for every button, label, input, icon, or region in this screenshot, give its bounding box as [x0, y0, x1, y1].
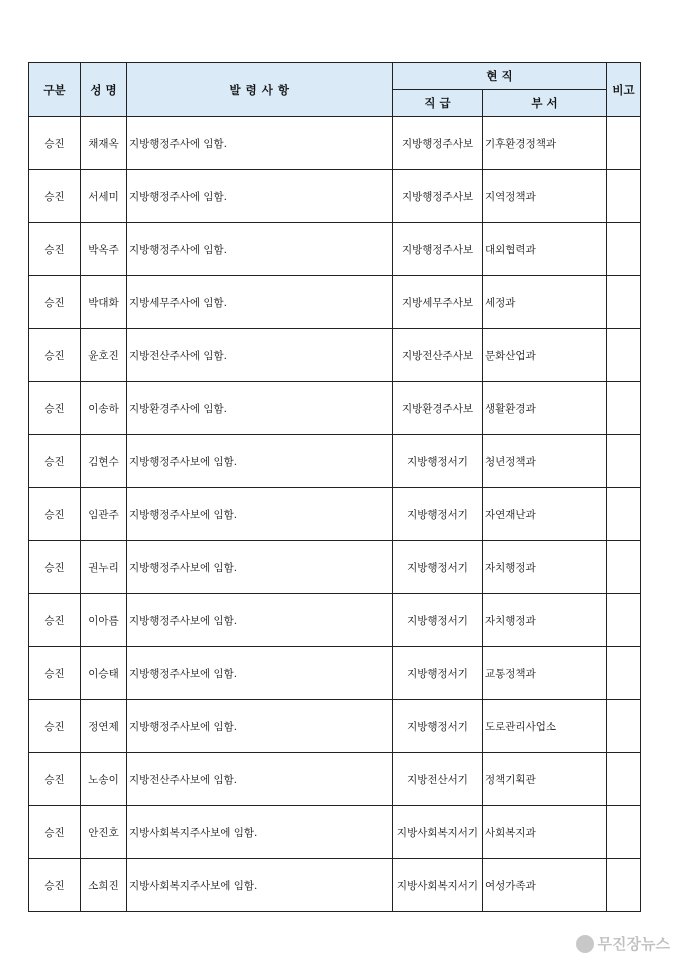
cell-order: 지방행정주사보에 임함.: [127, 488, 393, 541]
cell-category: 승진: [29, 859, 81, 912]
cell-remarks: [607, 647, 641, 700]
header-category: 구분: [29, 63, 81, 117]
cell-order: 지방행정주사보에 임함.: [127, 435, 393, 488]
cell-order: 지방전산주사에 임함.: [127, 329, 393, 382]
cell-department: 세정과: [483, 276, 607, 329]
cell-remarks: [607, 435, 641, 488]
cell-department: 자치행정과: [483, 541, 607, 594]
cell-remarks: [607, 382, 641, 435]
table-row: [29, 859, 641, 912]
cell-department: 도로관리사업소: [483, 700, 607, 753]
cell-remarks: [607, 541, 641, 594]
table-row: [29, 488, 641, 541]
cell-rank: 지방행정서기: [393, 594, 483, 647]
table-row: [29, 541, 641, 594]
header-department: 부 서: [483, 90, 607, 117]
table-row: [29, 753, 641, 806]
cell-order: 지방행정주사에 임함.: [127, 223, 393, 276]
cell-remarks: [607, 700, 641, 753]
cell-name: 윤호진: [81, 329, 127, 382]
cell-remarks: [607, 117, 641, 170]
table-row: [29, 329, 641, 382]
table-row: [29, 435, 641, 488]
cell-order: 지방행정주사보에 임함.: [127, 541, 393, 594]
cell-rank: 지방행정주사보: [393, 170, 483, 223]
cell-rank: 지방행정서기: [393, 488, 483, 541]
cell-rank: 지방세무주사보: [393, 276, 483, 329]
table-row: [29, 223, 641, 276]
cell-order: 지방환경주사에 임함.: [127, 382, 393, 435]
cell-category: 승진: [29, 806, 81, 859]
cell-remarks: [607, 859, 641, 912]
cell-department: 지역정책과: [483, 170, 607, 223]
watermark-text: 무진장뉴스: [597, 935, 670, 953]
cell-name: 박옥주: [81, 223, 127, 276]
cell-order: 지방행정주사보에 임함.: [127, 700, 393, 753]
cell-name: 정연제: [81, 700, 127, 753]
cell-rank: 지방사회복지서기: [393, 859, 483, 912]
cell-rank: 지방행정서기: [393, 541, 483, 594]
cell-remarks: [607, 806, 641, 859]
cell-category: 승진: [29, 594, 81, 647]
table-row: [29, 170, 641, 223]
cell-category: 승진: [29, 541, 81, 594]
cell-remarks: [607, 170, 641, 223]
watermark: [576, 933, 670, 954]
cell-order: 지방행정주사보에 임함.: [127, 647, 393, 700]
cell-department: 교통정책과: [483, 647, 607, 700]
cell-name: 소희진: [81, 859, 127, 912]
cell-category: 승진: [29, 647, 81, 700]
cell-order: 지방행정주사에 임함.: [127, 117, 393, 170]
cell-remarks: [607, 276, 641, 329]
cell-rank: 지방행정주사보: [393, 117, 483, 170]
header-name: 성 명: [81, 63, 127, 117]
cell-order: 지방행정주사보에 임함.: [127, 594, 393, 647]
table-row: [29, 382, 641, 435]
cell-name: 박대화: [81, 276, 127, 329]
cell-department: 여성가족과: [483, 859, 607, 912]
cell-order: 지방전산주사보에 임함.: [127, 753, 393, 806]
cell-department: 문화산업과: [483, 329, 607, 382]
cell-category: 승진: [29, 117, 81, 170]
table-row: [29, 276, 641, 329]
cell-category: 승진: [29, 435, 81, 488]
cell-name: 김현수: [81, 435, 127, 488]
cell-department: 자연재난과: [483, 488, 607, 541]
cell-order: 지방사회복지주사보에 임함.: [127, 806, 393, 859]
cell-order: 지방세무주사에 임함.: [127, 276, 393, 329]
table-row: [29, 117, 641, 170]
table-row: [29, 806, 641, 859]
cell-name: 임관주: [81, 488, 127, 541]
table-row: [29, 594, 641, 647]
cell-name: 노송이: [81, 753, 127, 806]
news-logo-icon: [576, 935, 594, 953]
cell-department: 생활환경과: [483, 382, 607, 435]
cell-remarks: [607, 488, 641, 541]
cell-order: 지방사회복지주사보에 임함.: [127, 859, 393, 912]
header-remarks: 비고: [607, 63, 641, 117]
cell-category: 승진: [29, 488, 81, 541]
cell-name: 권누리: [81, 541, 127, 594]
cell-department: 청년정책과: [483, 435, 607, 488]
cell-remarks: [607, 329, 641, 382]
cell-category: 승진: [29, 753, 81, 806]
cell-name: 이송하: [81, 382, 127, 435]
cell-name: 이승태: [81, 647, 127, 700]
cell-order: 지방행정주사에 임함.: [127, 170, 393, 223]
cell-rank: 지방환경주사보: [393, 382, 483, 435]
cell-rank: 지방행정서기: [393, 647, 483, 700]
header-rank: 직 급: [393, 90, 483, 117]
table-body: [29, 117, 641, 912]
cell-name: 서세미: [81, 170, 127, 223]
personnel-table: [28, 62, 641, 912]
table-row: [29, 647, 641, 700]
cell-name: 채재옥: [81, 117, 127, 170]
cell-name: 안진호: [81, 806, 127, 859]
cell-rank: 지방전산서기: [393, 753, 483, 806]
cell-department: 기후환경정책과: [483, 117, 607, 170]
cell-remarks: [607, 223, 641, 276]
cell-rank: 지방행정서기: [393, 435, 483, 488]
cell-category: 승진: [29, 170, 81, 223]
cell-category: 승진: [29, 382, 81, 435]
cell-department: 대외협력과: [483, 223, 607, 276]
cell-department: 정책기획관: [483, 753, 607, 806]
cell-rank: 지방전산주사보: [393, 329, 483, 382]
cell-category: 승진: [29, 329, 81, 382]
header-current-position: 현 직: [393, 63, 607, 90]
cell-rank: 지방사회복지서기: [393, 806, 483, 859]
cell-name: 이아름: [81, 594, 127, 647]
header-order: 발 령 사 항: [127, 63, 393, 117]
cell-category: 승진: [29, 223, 81, 276]
cell-remarks: [607, 594, 641, 647]
cell-department: 자치행정과: [483, 594, 607, 647]
cell-department: 사회복지과: [483, 806, 607, 859]
cell-rank: 지방행정서기: [393, 700, 483, 753]
table-row: [29, 700, 641, 753]
cell-remarks: [607, 753, 641, 806]
cell-category: 승진: [29, 276, 81, 329]
cell-rank: 지방행정주사보: [393, 223, 483, 276]
cell-category: 승진: [29, 700, 81, 753]
